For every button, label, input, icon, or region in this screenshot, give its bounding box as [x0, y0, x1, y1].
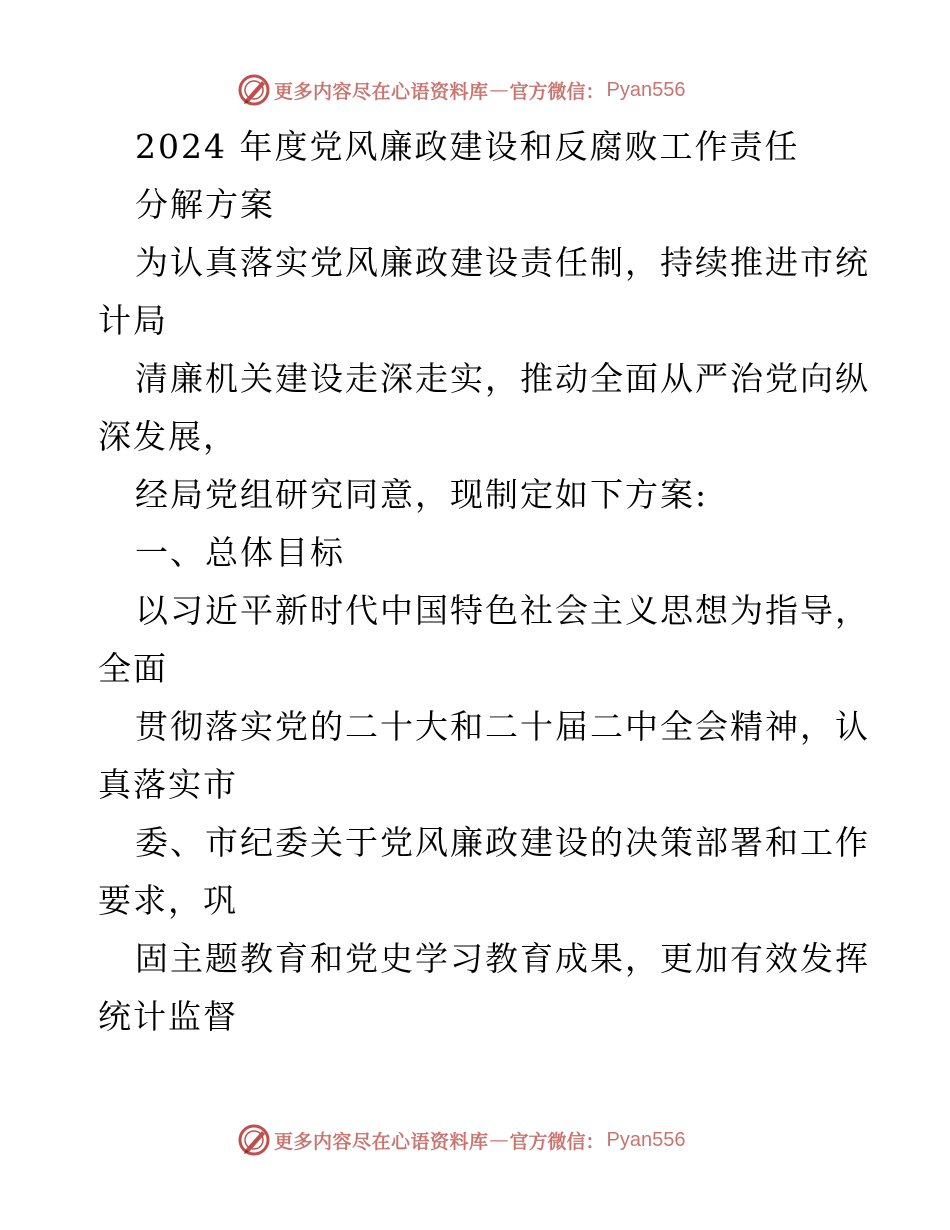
- body-line: 全面: [98, 649, 168, 688]
- body-line: 要求，巩: [98, 881, 238, 920]
- body-line: 计局: [98, 301, 168, 340]
- pen-logo-icon: [236, 72, 272, 108]
- body-line: 以习近平新时代中国特色社会主义思想为指导，: [135, 591, 870, 630]
- body-line: 统计监督: [98, 997, 238, 1036]
- body-line: 委、市纪委关于党风廉政建设的决策部署和工作: [135, 823, 870, 862]
- body-line: 贯彻落实党的二十大和二十届二中全会精神，认: [135, 707, 870, 746]
- body-line: 真落实市: [98, 765, 238, 804]
- watermark-dash: —: [489, 1129, 509, 1151]
- watermark-id: Pyan556: [606, 78, 686, 101]
- pen-logo-icon: [236, 1122, 272, 1158]
- watermark-dash: —: [489, 79, 509, 101]
- body-line: 为认真落实党风廉政建设责任制，持续推进市统: [135, 243, 870, 282]
- body-line: 清廉机关建设走深走实，推动全面从严治党向纵: [135, 359, 870, 398]
- body-line: 深发展，: [98, 417, 238, 456]
- footer-watermark: [236, 1120, 686, 1160]
- body-line: 一、总体目标: [135, 533, 345, 572]
- watermark-text: 更多内容尽在心语资料库: [274, 80, 489, 103]
- document-body: [98, 118, 870, 1046]
- header-watermark: [236, 70, 686, 110]
- body-line: 2024 年度党风廉政建设和反腐败工作责任: [135, 127, 800, 166]
- body-line: 固主题教育和党史学习教育成果，更加有效发挥: [135, 939, 870, 978]
- watermark-text: 更多内容尽在心语资料库: [274, 1130, 489, 1153]
- body-line: 经局党组研究同意，现制定如下方案:: [135, 475, 709, 514]
- watermark-label: 官方微信：: [509, 80, 605, 103]
- watermark-label: 官方微信：: [509, 1130, 605, 1153]
- body-line: 分解方案: [135, 185, 275, 224]
- watermark-id: Pyan556: [606, 1128, 686, 1151]
